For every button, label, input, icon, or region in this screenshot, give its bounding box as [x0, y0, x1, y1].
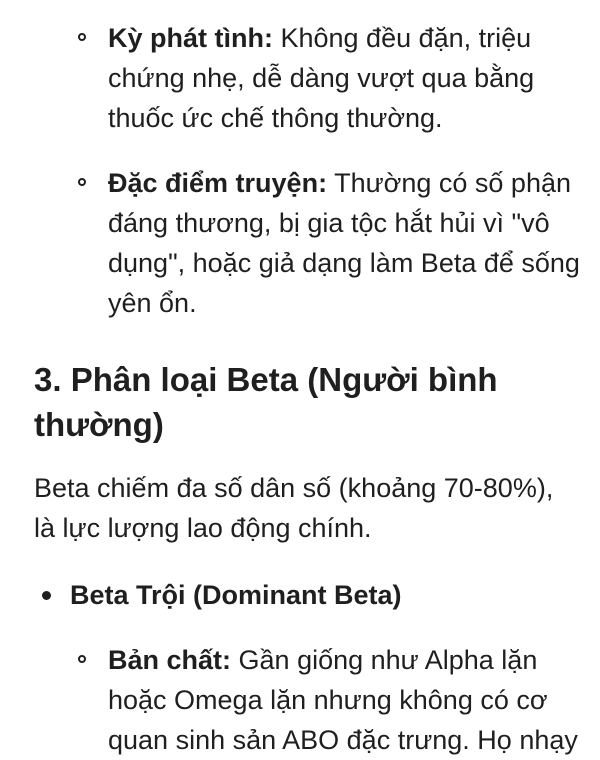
list-item-term: Bản chất:: [108, 645, 232, 675]
subtype-list-item: [0, 575, 600, 615]
list-item-text: Không đều đặn, triệu chứng nhẹ, dễ dàng vượt qua bằng thuốc ức chế thông thường.: [108, 23, 535, 133]
list-item-term: Đặc điểm truyện:: [108, 168, 328, 198]
list-item-term: Kỳ phát tình:: [108, 23, 273, 53]
subtype-title: Beta Trội (Dominant Beta): [70, 580, 402, 610]
circle-bullet-icon: [78, 33, 86, 41]
list-item: [0, 18, 600, 138]
list-item-text: Thường có số phận đáng thương, bị gia tộc hắt hủi vì "vô dụng", hoặc giả dạng làm Beta để sống yên ổn.: [108, 168, 580, 318]
section-heading: 3. Phân loại Beta (Người bình thường): [34, 361, 498, 443]
disc-bullet-icon: [42, 591, 51, 600]
section-intro-paragraph: Beta chiếm đa số dân số (khoảng 70-80%), là lực lượng lao động chính.: [34, 473, 554, 543]
circle-bullet-icon: [78, 178, 86, 186]
list-item-text: Gần giống như Alpha lặn hoặc Omega lặn nhưng không có cơ quan sinh sản ABO đặc trưng. Họ nhạy: [108, 645, 578, 755]
list-item: [0, 163, 600, 323]
list-item: [0, 640, 600, 760]
circle-bullet-icon: [78, 655, 86, 663]
